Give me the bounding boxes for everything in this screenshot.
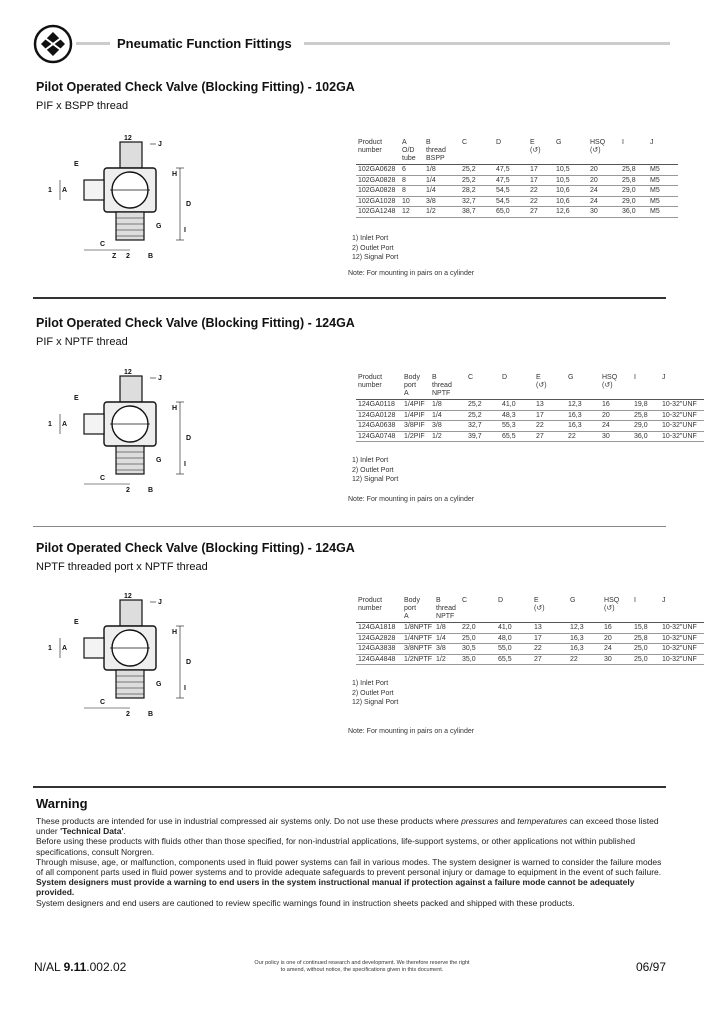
table-cell: 124GA2828 (356, 633, 402, 644)
table-row (356, 633, 704, 644)
label-b: B (148, 711, 154, 718)
port-note: 1) Inlet Port (352, 235, 389, 242)
table-cell: 38,7 (460, 207, 494, 218)
column-header: Product number (356, 138, 400, 165)
header-rule-right (304, 42, 670, 45)
section-title: Pilot Operated Check Valve (Blocking Fitting) - 124GA (36, 541, 355, 555)
label-z: Z (112, 253, 117, 260)
label-a: A (62, 645, 68, 652)
table-cell: 10-32"UNF (660, 623, 704, 634)
label-g: G (156, 681, 162, 688)
table-cell: 36,0 (632, 431, 660, 442)
table-row (356, 654, 704, 665)
port-note: 12) Signal Port (352, 476, 399, 483)
table-cell: 12,3 (566, 400, 600, 411)
label-d: D (186, 201, 192, 208)
column-header: J (648, 138, 678, 165)
table-cell: 24 (588, 186, 620, 197)
page-code: N/AL 9.11.002.02 (34, 960, 127, 974)
table-cell: 1/2NPTF (404, 655, 433, 663)
table-cell: 25,2 (466, 410, 500, 421)
table-cell: 29,0 (620, 196, 648, 207)
table-cell: 17 (528, 175, 554, 186)
label-g: G (156, 223, 162, 230)
label-e: E (74, 619, 79, 626)
table-cell: 1/4 (434, 633, 460, 644)
signal-port-body (120, 600, 142, 626)
column-header: J (660, 596, 704, 623)
table-cell: 1/8 (430, 400, 466, 411)
table-cell: 24 (588, 196, 620, 207)
table-cell: 1/8NPTF (404, 624, 433, 631)
label-c: C (100, 475, 106, 482)
table-cell: 17 (534, 410, 566, 421)
table-cell: 22 (534, 421, 566, 432)
port-note: 1) Inlet Port (352, 680, 389, 687)
column-header: HSQ (↺) (602, 596, 632, 623)
port-notes (352, 234, 398, 263)
fitting-diagram (40, 132, 200, 262)
table-cell: 27 (528, 207, 554, 218)
table-cell: 10-32"UNF (660, 644, 704, 655)
table-cell: 25,2 (460, 165, 494, 176)
table-cell: 124GA0128 (356, 410, 402, 421)
label-12: 12 (124, 369, 132, 376)
table-cell: 25,8 (620, 165, 648, 176)
column-header: B thread NPTF (430, 373, 466, 400)
table-cell: 41,0 (500, 400, 534, 411)
label-g: G (156, 457, 162, 464)
table-cell: 28,2 (460, 186, 494, 197)
table-cell: M5 (648, 175, 678, 186)
table-cell: 10,6 (554, 196, 588, 207)
warning-paragraph-4: System designers must provide a warning to end users in the system instructional manual if protection against a failure mode cannot be adequately provided. (36, 877, 635, 898)
table-cell: 30 (600, 431, 632, 442)
page-title: Pneumatic Function Fittings (117, 36, 292, 51)
table-cell: 55,3 (500, 421, 534, 432)
inlet-tube (84, 638, 104, 658)
table-header-row (356, 596, 704, 623)
norgren-logo (33, 24, 73, 64)
table-cell: 1/8 (424, 165, 460, 176)
header-rule-left (76, 42, 110, 45)
table-cell: 16,3 (566, 421, 600, 432)
label-a: A (62, 421, 68, 428)
table-cell: 25,8 (620, 175, 648, 186)
table-cell: 3/8 (430, 421, 466, 432)
table-cell: 22 (528, 186, 554, 197)
table-row (356, 400, 704, 411)
table-cell: 24 (600, 421, 632, 432)
column-header: C (460, 596, 496, 623)
table-row (356, 431, 704, 442)
port-note: 1) Inlet Port (352, 457, 389, 464)
table-cell: 16 (602, 623, 632, 634)
mounting-note: Note: For mounting in pairs on a cylinder (348, 270, 475, 277)
label-j: J (158, 375, 162, 382)
table-cell: 48,0 (496, 633, 532, 644)
table-cell: 48,3 (500, 410, 534, 421)
table-cell: 1/2PIF (402, 431, 430, 442)
column-header: D (494, 138, 528, 165)
column-header: E (↺) (528, 138, 554, 165)
table-cell: 30,5 (460, 644, 496, 655)
table-cell: 36,0 (620, 207, 648, 218)
table-cell: 15,8 (632, 623, 660, 634)
table-cell: 10,5 (554, 175, 588, 186)
table-cell: 1/2 (424, 207, 460, 218)
label-b: B (148, 253, 154, 260)
label-d: D (186, 659, 192, 666)
column-header: B thread BSPP (424, 138, 460, 165)
table-cell: 30 (588, 207, 620, 218)
table-cell: 124GA3838 (356, 644, 402, 655)
label-i: I (184, 227, 186, 234)
column-header: C (466, 373, 500, 400)
table-cell: 16 (600, 400, 632, 411)
column-header: Product number (356, 596, 402, 623)
table-cell: 22,0 (460, 623, 496, 634)
table-cell: 47,5 (494, 165, 528, 176)
table-row (356, 175, 678, 186)
table-cell: 20 (602, 633, 632, 644)
signal-port-body (120, 142, 142, 168)
table-cell: 25,2 (466, 400, 500, 411)
table-cell: 25,0 (460, 633, 496, 644)
port-note: 2) Outlet Port (352, 466, 394, 474)
label-b: B (148, 487, 154, 494)
section-subtitle: NPTF threaded port x NPTF thread (36, 561, 208, 573)
column-header: G (554, 138, 588, 165)
table-cell: 102GA0828 (356, 175, 400, 186)
footer-disclaimer: Our policy is one of continued research and development. We therefore reserve the right to amend, without notice, the specifications given in this document. (254, 960, 470, 973)
warning-paragraph-5: System designers and end users are cautioned to review specific warnings found in instruction sheets packed and shipped with these products. (36, 897, 575, 908)
table-cell: 24 (602, 644, 632, 655)
spec-table (356, 596, 704, 665)
port-note: 12) Signal Port (352, 254, 399, 261)
table-cell: 54,5 (494, 196, 528, 207)
label-1: 1 (48, 421, 52, 428)
label-a: A (62, 187, 68, 194)
table-cell: 65,5 (500, 431, 534, 442)
table-row (356, 207, 678, 218)
table-cell: 25,0 (632, 654, 660, 665)
column-header: G (568, 596, 602, 623)
label-12: 12 (124, 135, 132, 142)
warning-paragraph-3: Through misuse, age, or malfunction, components used in fluid power systems can fail in various modes. The system designer is warned to consider the failure modes of all component parts used in fluid power systems and to provide adequate safeguards to prevent personal injury or damage to equipment in the event of such failure. (36, 856, 662, 878)
table-cell: 3/8 (434, 644, 460, 655)
table-cell: 10-32"UNF (660, 410, 704, 421)
column-header: I (632, 373, 660, 400)
spec-table (356, 138, 678, 218)
table-cell: 65,5 (496, 654, 532, 665)
port-note: 2) Outlet Port (352, 244, 394, 252)
table-cell: 10-32"UNF (660, 431, 704, 442)
table-row (356, 623, 704, 634)
table-cell: 102GA1248 (356, 207, 400, 218)
label-2: 2 (126, 711, 130, 718)
label-i: I (184, 461, 186, 468)
table-cell: 20 (588, 175, 620, 186)
table-cell: 20 (588, 165, 620, 176)
mounting-note: Note: For mounting in pairs on a cylinder (348, 728, 475, 735)
inlet-tube (84, 180, 104, 200)
table-cell: 47,5 (494, 175, 528, 186)
table-cell: 22 (568, 654, 602, 665)
table-cell: M5 (648, 196, 678, 207)
table-cell: M5 (648, 165, 678, 176)
table-header-row (356, 138, 678, 165)
table-cell: 17 (528, 165, 554, 176)
column-header: HSQ (↺) (588, 138, 620, 165)
label-j: J (158, 599, 162, 606)
port-note: 12) Signal Port (352, 699, 399, 706)
table-cell: 10,5 (554, 165, 588, 176)
label-c: C (100, 241, 106, 248)
table-cell: 41,0 (496, 623, 532, 634)
table-cell: 54,5 (494, 186, 528, 197)
port-note: 2) Outlet Port (352, 689, 394, 697)
table-cell: 10,6 (554, 186, 588, 197)
table-cell: 1/2 (430, 431, 466, 442)
table-cell: 12,6 (554, 207, 588, 218)
table-cell: 22 (532, 644, 568, 655)
column-header: A O/D tube (400, 138, 424, 165)
table-row (356, 186, 678, 197)
table-cell: 30 (602, 654, 632, 665)
label-2: 2 (126, 253, 130, 260)
column-header: E (↺) (532, 596, 568, 623)
table-cell: 1/4 (424, 175, 460, 186)
table-cell: 25,2 (460, 175, 494, 186)
table-cell: 19,8 (632, 400, 660, 411)
column-header: HSQ (↺) (600, 373, 632, 400)
table-cell: 12 (400, 207, 424, 218)
column-header: Body port A (402, 373, 430, 400)
table-cell: 1/4 (430, 410, 466, 421)
label-d: D (186, 435, 192, 442)
table-cell: 1/4NPTF (404, 634, 433, 642)
table-cell: 29,0 (620, 186, 648, 197)
table-cell: 3/8 (424, 196, 460, 207)
column-header: D (496, 596, 532, 623)
column-header: G (566, 373, 600, 400)
table-cell: 124GA0118 (356, 400, 402, 411)
table-cell: 12,3 (568, 623, 602, 634)
table-cell: 25,8 (632, 633, 660, 644)
label-2: 2 (126, 487, 130, 494)
table-cell: 1/4PIF (402, 400, 430, 411)
table-cell: 10 (400, 196, 424, 207)
table-cell: 10-32"UNF (660, 421, 704, 432)
label-e: E (74, 161, 79, 168)
table-cell: M5 (648, 186, 678, 197)
label-i: I (184, 685, 186, 692)
table-cell: 102GA1028 (356, 196, 400, 207)
warning-title: Warning (36, 796, 88, 811)
table-cell: 1/4 (424, 186, 460, 197)
fitting-diagram (40, 366, 200, 496)
table-cell: 16,3 (568, 644, 602, 655)
section-divider (33, 297, 666, 299)
label-j: J (158, 141, 162, 148)
fitting-diagram (40, 590, 200, 720)
column-header: I (632, 596, 660, 623)
label-1: 1 (48, 187, 52, 194)
table-cell: 25,0 (632, 644, 660, 655)
label-e: E (74, 395, 79, 402)
table-cell: 3/8PIF (402, 421, 430, 432)
port-notes (352, 456, 398, 485)
table-cell: 102GA0628 (356, 165, 400, 176)
table-cell: 8 (400, 175, 424, 186)
column-header: Product number (356, 373, 402, 400)
column-header: J (660, 373, 704, 400)
table-header-row (356, 373, 704, 400)
table-cell: 102GA0828 (356, 186, 400, 197)
column-header: B thread NPTF (434, 596, 460, 623)
table-cell: 124GA1818 (356, 623, 402, 634)
section-title: Pilot Operated Check Valve (Blocking Fitting) - 102GA (36, 80, 355, 94)
table-cell: 6 (400, 165, 424, 176)
table-cell: 13 (534, 400, 566, 411)
table-row (356, 644, 704, 655)
table-cell: 8 (400, 186, 424, 197)
table-cell: 10-32"UNF (660, 654, 704, 665)
table-row (356, 421, 704, 432)
table-cell: 10-32"UNF (660, 400, 704, 411)
warning-paragraph-1: These products are intended for use in industrial compressed air systems only. Do not use these products where pressures and temperatures can exceed those listed under 'Technical Data'. (36, 816, 659, 837)
section-divider (33, 786, 666, 788)
table-cell: 13 (532, 623, 568, 634)
table-cell: 1/4PIF (402, 410, 430, 421)
warning-paragraph-2: Before using these products with fluids other than those specified, for non-industrial applications, life-support systems, or other applications not within published specifications, consult Norgren. (36, 836, 636, 857)
column-header: C (460, 138, 494, 165)
label-h: H (172, 629, 178, 636)
table-row (356, 410, 704, 421)
section-subtitle: PIF x BSPP thread (36, 100, 129, 112)
table-cell: 20 (600, 410, 632, 421)
table-cell: 22 (566, 431, 600, 442)
table-cell: 35,0 (460, 654, 496, 665)
table-cell: 39,7 (466, 431, 500, 442)
table-cell: M5 (648, 207, 678, 218)
warning-body (36, 816, 668, 908)
table-cell: 124GA0638 (356, 421, 402, 432)
table-cell: 32,7 (466, 421, 500, 432)
port-notes (352, 679, 398, 708)
table-cell: 32,7 (460, 196, 494, 207)
page-date: 06/97 (636, 960, 667, 974)
label-1: 1 (48, 645, 52, 652)
table-cell: 27 (532, 654, 568, 665)
table-cell: 124GA4848 (356, 654, 402, 665)
mounting-note: Note: For mounting in pairs on a cylinder (348, 496, 475, 503)
label-12: 12 (124, 593, 132, 600)
table-cell: 22 (528, 196, 554, 207)
table-cell: 1/2 (434, 654, 460, 665)
section-subtitle: PIF x NPTF thread (36, 336, 128, 348)
table-cell: 16,3 (568, 633, 602, 644)
table-cell: 17 (532, 633, 568, 644)
table-cell: 29,0 (632, 421, 660, 432)
table-cell: 55,0 (496, 644, 532, 655)
label-h: H (172, 171, 178, 178)
inlet-tube (84, 414, 104, 434)
label-h: H (172, 405, 178, 412)
table-row (356, 196, 678, 207)
section-divider (33, 526, 666, 527)
table-cell: 25,8 (632, 410, 660, 421)
table-cell: 3/8NPTF (404, 645, 433, 652)
section-title: Pilot Operated Check Valve (Blocking Fitting) - 124GA (36, 316, 355, 330)
table-row (356, 165, 678, 176)
label-c: C (100, 699, 106, 706)
column-header: D (500, 373, 534, 400)
column-header: Body port A (402, 596, 434, 623)
spec-table (356, 373, 704, 442)
table-cell: 1/8 (434, 623, 460, 634)
column-header: E (↺) (534, 373, 566, 400)
table-cell: 10-32"UNF (660, 633, 704, 644)
signal-port-body (120, 376, 142, 402)
table-cell: 124GA0748 (356, 431, 402, 442)
table-cell: 65,0 (494, 207, 528, 218)
table-cell: 27 (534, 431, 566, 442)
table-cell: 16,3 (566, 410, 600, 421)
column-header: I (620, 138, 648, 165)
